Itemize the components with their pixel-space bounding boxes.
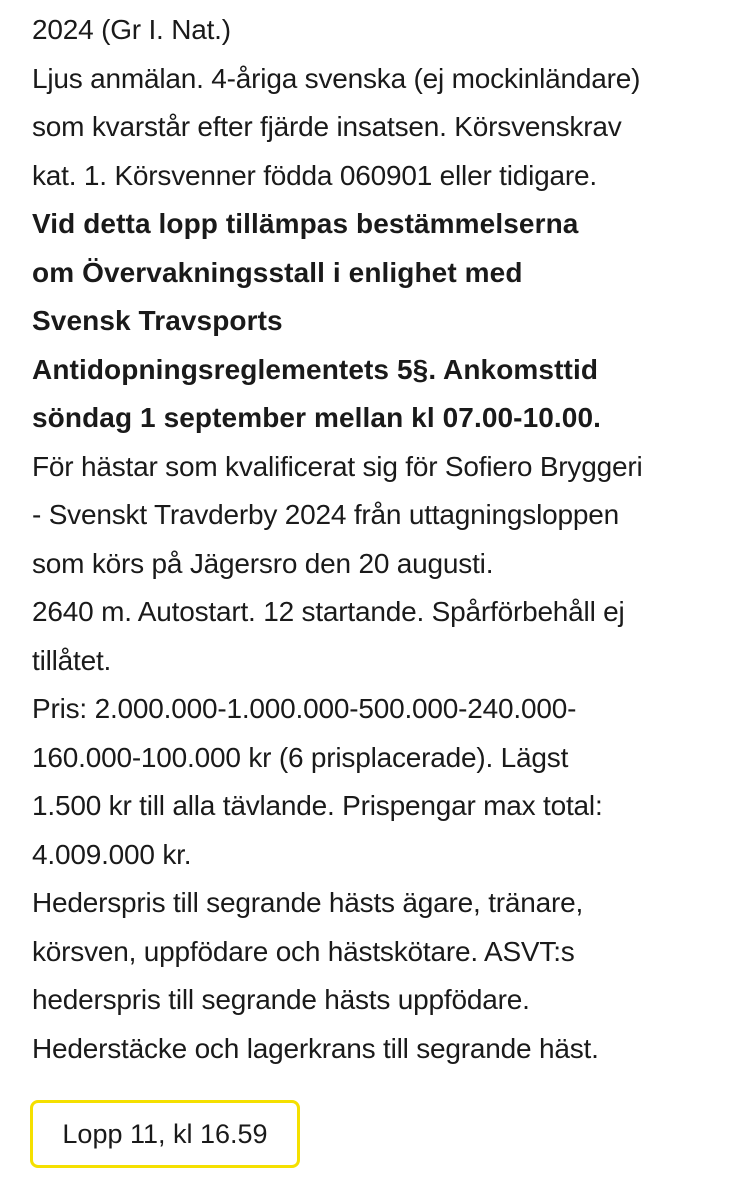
race-info-line: kat. 1. Körsvenner födda 060901 eller tidigare. bbox=[32, 159, 597, 191]
race-info-line: som kvarstår efter fjärde insatsen. Körsvenskrav bbox=[32, 111, 622, 142]
race-info-line: tillåtet. bbox=[32, 644, 112, 676]
race-info-line-bold: om Övervakningsstall i enlighet med bbox=[32, 256, 523, 288]
next-race-button[interactable] bbox=[30, 1100, 300, 1168]
race-info-line: körsven, uppfödare och hästskötare. ASVT:s bbox=[32, 935, 575, 967]
race-info-line: Ljus anmälan. 4-åriga svenska (ej mockinländare) bbox=[32, 62, 641, 94]
race-info-line: 2024 (Gr I. Nat.) bbox=[32, 14, 231, 45]
next-race-button-label: Lopp 11, kl 16.59 bbox=[62, 1118, 268, 1149]
race-info-line-bold: Svensk Travsports bbox=[32, 305, 283, 336]
race-info-line: Hederstäcke och lagerkrans till segrande häst. bbox=[32, 1032, 599, 1064]
race-info-line: Pris: 2.000.000-1.000.000-500.000-240.000- bbox=[32, 693, 577, 724]
race-info-line: 1.500 kr till alla tävlande. Prispengar max total: bbox=[32, 790, 603, 821]
race-info-line: hederspris till segrande hästs uppfödare. bbox=[32, 984, 530, 1015]
race-info-line-bold: Antidopningsreglementets 5§. Ankomsttid bbox=[32, 353, 599, 385]
race-info-line: 160.000-100.000 kr (6 prisplacerade). Lägst bbox=[32, 741, 569, 773]
race-info-line: - Svenskt Travderby 2024 från uttagningsloppen bbox=[32, 499, 619, 530]
race-info-text bbox=[32, 6, 732, 1073]
race-info-line: 2640 m. Autostart. 12 startande. Spårförbehåll ej bbox=[32, 596, 625, 627]
race-info-line-bold: Vid detta lopp tillämpas bestämmelserna bbox=[32, 208, 579, 239]
race-info-line-bold: söndag 1 september mellan kl 07.00-10.00. bbox=[32, 402, 602, 433]
race-info-line: 4.009.000 kr. bbox=[32, 838, 192, 870]
race-info-line: som körs på Jägersro den 20 augusti. bbox=[32, 547, 494, 579]
race-info-line: Hederspris till segrande hästs ägare, tränare, bbox=[32, 887, 584, 918]
race-info-line: För hästar som kvalificerat sig för Sofiero Bryggeri bbox=[32, 450, 643, 482]
